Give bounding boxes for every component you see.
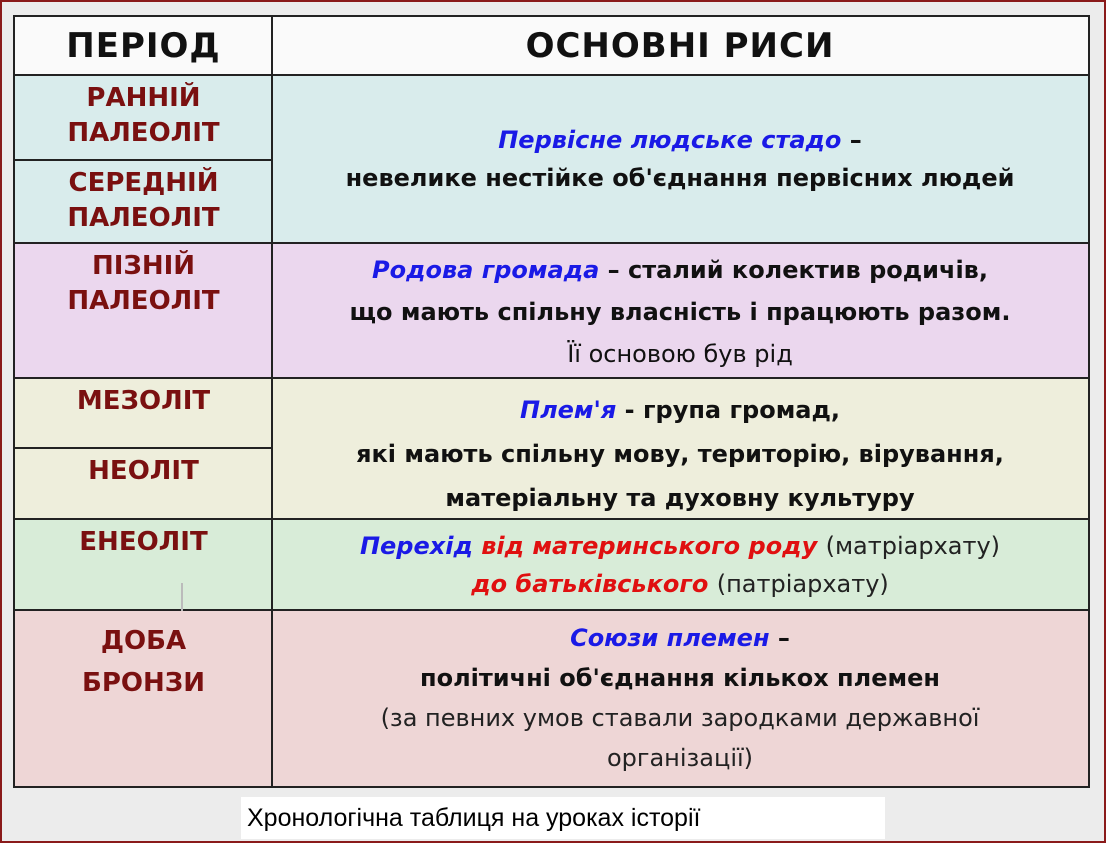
feature-note: (за певних умов ставали зародками державної організації)	[380, 704, 980, 772]
feature-line	[372, 251, 988, 289]
term-tribal-unions: Союзи племен	[570, 624, 770, 652]
feature-line: які мають спільну мову, територію, вірування,	[356, 440, 1004, 468]
term-transition: Перехід	[359, 531, 473, 560]
period-label: СЕРЕДНІЙ ПАЛЕОЛІТ	[67, 168, 220, 233]
features-transition	[272, 519, 1088, 610]
feature-line	[360, 527, 1000, 565]
row-divider	[15, 609, 1088, 611]
row-divider	[15, 447, 272, 449]
term-separator: – сталий колектив родичів,	[599, 256, 988, 284]
row-divider	[15, 377, 1088, 379]
header-features: ОСНОВНІ РИСИ	[272, 17, 1088, 75]
period-label: РАННІЙ ПАЛЕОЛІТ	[67, 83, 220, 148]
features-tribal-unions	[272, 610, 1088, 786]
chronology-table	[13, 15, 1090, 788]
caption: Хронологічна таблиця на уроках історії	[241, 797, 885, 839]
term-separator: - група громад,	[616, 396, 840, 424]
header-period: ПЕРІОД	[15, 17, 272, 75]
period-label: ПІЗНІЙ ПАЛЕОЛІТ	[67, 251, 220, 316]
term-paternal: до батьківського	[471, 569, 709, 598]
feature-line: що мають спільну власність і працюють разом.	[349, 298, 1011, 326]
feature-line	[570, 618, 790, 658]
note-patriarchy: (патріархату)	[716, 569, 889, 598]
period-label: МЕЗОЛІТ	[76, 386, 211, 416]
features-clan-community	[272, 243, 1088, 378]
feature-line: політичні об'єднання кількох племен	[420, 664, 940, 692]
features-primitive-herd	[272, 75, 1088, 243]
period-middle-paleolithic	[15, 160, 272, 243]
period-late-paleolithic	[15, 243, 272, 378]
period-label: ЕНЕОЛІТ	[79, 527, 208, 557]
period-bronze-age	[15, 610, 272, 786]
term-separator: –	[769, 624, 790, 652]
term-primitive-herd: Первісне людське стадо	[498, 126, 842, 154]
feature-line	[498, 121, 862, 159]
feature-line: Її основою був рід	[567, 340, 793, 368]
period-early-paleolithic	[15, 75, 272, 160]
period-eneolithic	[15, 519, 272, 610]
period-mesolithic	[15, 378, 272, 448]
row-divider	[15, 518, 1088, 520]
term-tribe: Плем'я	[519, 396, 617, 424]
note-matriarchy: (матріархату)	[825, 531, 1001, 560]
feature-line: невелике нестійке об'єднання первісних людей	[345, 164, 1015, 192]
period-neolithic	[15, 448, 272, 519]
feature-line: матеріальну та духовну культуру	[445, 484, 915, 512]
features-tribe	[272, 378, 1088, 519]
term-separator: –	[841, 126, 862, 154]
feature-line	[471, 565, 889, 603]
term-maternal-clan: від материнського роду	[481, 531, 818, 560]
term-clan-community: Родова громада	[372, 256, 600, 284]
text-cursor	[181, 583, 183, 611]
row-divider	[15, 159, 272, 161]
row-divider	[15, 74, 1088, 76]
period-label: ДОБА БРОНЗИ	[82, 626, 205, 698]
period-label: НЕОЛІТ	[88, 456, 199, 486]
column-divider	[271, 17, 273, 786]
feature-line	[520, 388, 840, 432]
row-divider	[15, 242, 1088, 244]
